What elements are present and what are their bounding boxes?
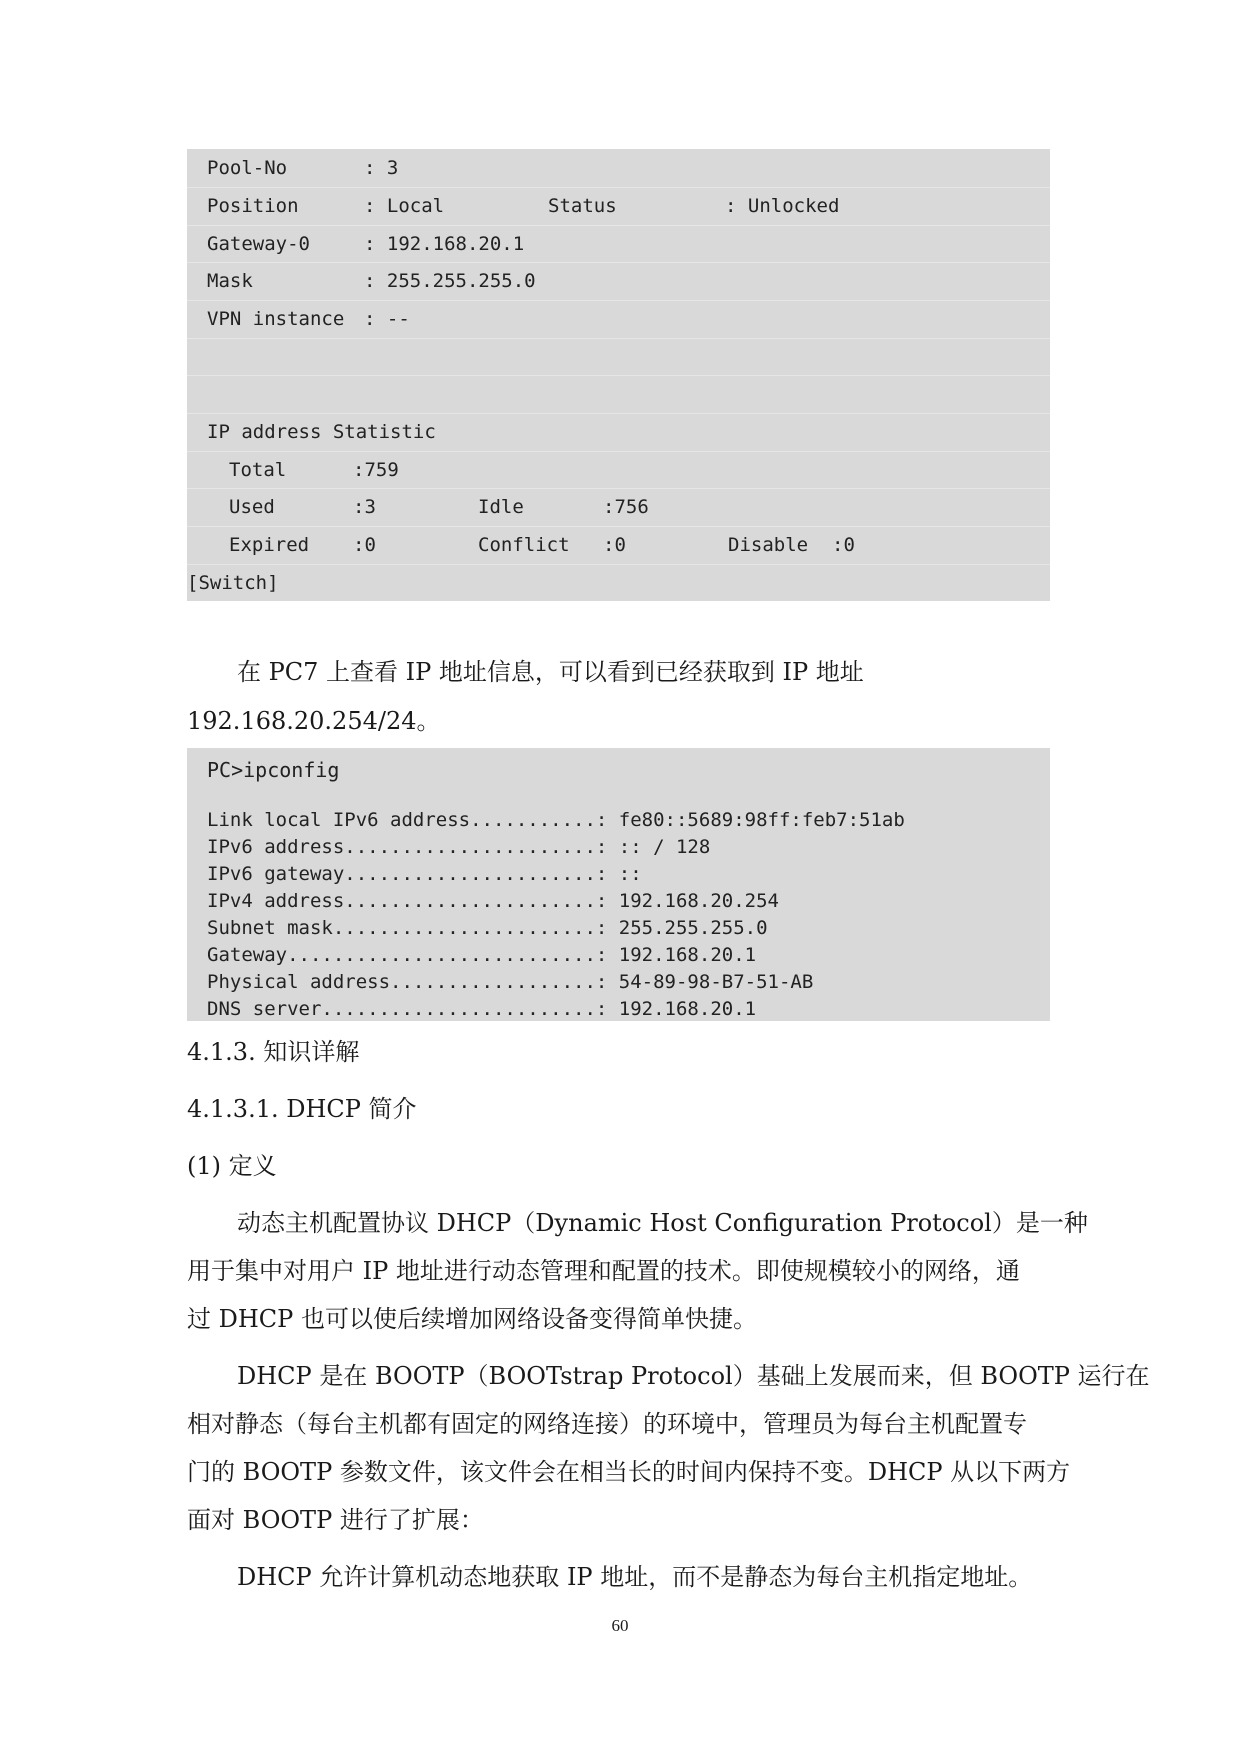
prompt-row	[187, 564, 1050, 602]
used-value: :3	[353, 496, 376, 518]
mask-row	[187, 262, 1050, 300]
switch-prompt: [Switch]	[187, 572, 279, 594]
ipconfig-line: IPv6 gateway......................: ::	[207, 863, 642, 885]
conflict-label: Conflict	[478, 534, 570, 556]
ipconfig-line: DNS server........................: 192.168.20.1	[207, 998, 757, 1020]
pc7-paragraph-line2: 192.168.20.254/24。	[187, 707, 441, 735]
position-value: : Local	[364, 195, 445, 217]
ipconfig-line: Link local IPv6 address...........: fe80::5689:98ff:feb7:51ab	[207, 809, 905, 831]
ipconfig-line: IPv6 address......................: :: / 128	[207, 836, 711, 858]
pool-no-value: : 3	[364, 157, 399, 179]
gateway-value: : 192.168.20.1	[364, 233, 525, 255]
disable-label: Disable	[728, 534, 809, 556]
section-heading-4-1-3-1: 4.1.3.1. DHCP 简介	[187, 1095, 417, 1123]
gateway-label: Gateway-0	[207, 233, 310, 255]
ipconfig-command: PC>ipconfig	[207, 758, 340, 782]
definition-heading: (1) 定义	[187, 1152, 277, 1180]
page-number: 60	[611, 1616, 629, 1635]
section-heading-4-1-3: 4.1.3. 知识详解	[187, 1038, 360, 1066]
ipconfig-block	[187, 748, 1050, 1021]
expired-label: Expired	[229, 534, 310, 556]
used-row	[187, 488, 1050, 526]
vpn-label: VPN instance	[207, 308, 345, 330]
statistic-title-row	[187, 413, 1050, 451]
para2-line: 面对 BOOTP 进行了扩展：	[187, 1506, 484, 1534]
pool-info-block	[187, 149, 1050, 601]
used-label: Used	[229, 496, 275, 518]
idle-label: Idle	[478, 496, 524, 518]
expired-value: :0	[353, 534, 376, 556]
total-label: Total	[229, 459, 287, 481]
vpn-row	[187, 300, 1050, 338]
para1-line: 过 DHCP 也可以使后续增加网络设备变得简单快捷。	[187, 1305, 757, 1333]
gateway-row	[187, 225, 1050, 263]
ipconfig-line: Gateway...........................: 192.168.20.1	[207, 944, 757, 966]
statistic-title: IP address Statistic	[207, 421, 436, 443]
expired-row	[187, 526, 1050, 564]
status-label: Status	[548, 195, 617, 217]
position-row	[187, 187, 1050, 225]
pool-no-row	[187, 149, 1050, 187]
para2-line: DHCP 是在 BOOTP（BOOTstrap Protocol）基础上发展而来，但 BOOTP 运行在	[237, 1362, 1150, 1390]
pc7-paragraph-line1: 在 PC7 上查看 IP 地址信息，可以看到已经获取到 IP 地址	[237, 658, 864, 686]
disable-value: :0	[832, 534, 855, 556]
position-label: Position	[207, 195, 299, 217]
para1-line: 用于集中对用户 IP 地址进行动态管理和配置的技术。即使规模较小的网络，通	[187, 1257, 1020, 1285]
pool-no-label: Pool-No	[207, 157, 288, 179]
ipconfig-line: Physical address..................: 54-89-98-B7-51-AB	[207, 971, 814, 993]
para1-line: 动态主机配置协议 DHCP（Dynamic Host Configuration Protocol）是一种	[237, 1209, 1088, 1237]
status-value: : Unlocked	[725, 195, 840, 217]
mask-value: : 255.255.255.0	[364, 270, 536, 292]
ipconfig-line: Subnet mask.......................: 255.255.255.0	[207, 917, 768, 939]
total-row	[187, 451, 1050, 489]
total-value: :759	[353, 459, 399, 481]
mask-label: Mask	[207, 270, 253, 292]
para2-line: 相对静态（每台主机都有固定的网络连接）的环境中，管理员为每台主机配置专	[187, 1410, 1027, 1438]
conflict-value: :0	[603, 534, 626, 556]
idle-value: :756	[603, 496, 649, 518]
ipconfig-line: IPv4 address......................: 192.168.20.254	[207, 890, 779, 912]
para2-line: 门的 BOOTP 参数文件，该文件会在相当长的时间内保持不变。DHCP 从以下两方	[187, 1458, 1071, 1486]
para3-line: DHCP 允许计算机动态地获取 IP 地址，而不是静态为每台主机指定地址。	[237, 1563, 1033, 1591]
vpn-value: : --	[364, 308, 410, 330]
